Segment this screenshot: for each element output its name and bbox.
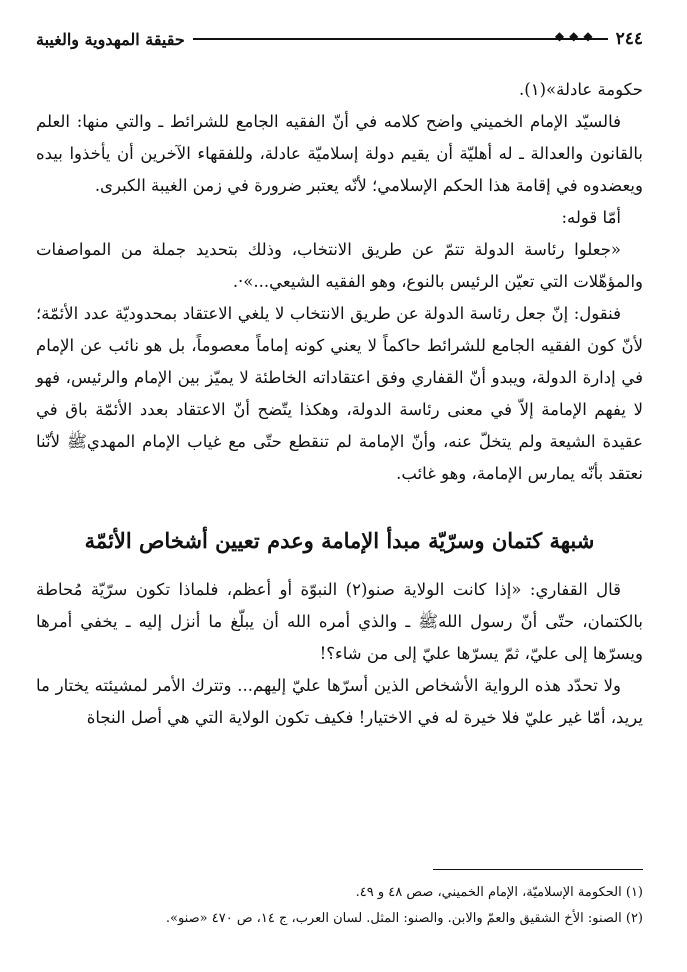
paragraph: قال القفاري: «إذا كانت الولاية صنو(٢) النبوّة أو أعظم، فلماذا تكون سرّيّة مُحاطة بالكتمان، حتّى أنّ رسول اللهﷺ ـ والذي أمره الله أن يبلّغ ما أنزل إليه ـ يخفي أمرها ويسرّها إلى عليّ، ثمّ يسرّها عليّ إلى من شاء؟! [36,580,643,663]
header-rule-line [193,38,608,40]
footnotes [36,880,643,932]
footnote: (٢) الصنو: الأخ الشقيق والعمّ والابن. والصنو: المثل. لسان العرب، ج ١٤، ص ٤٧٠ «صنو». [165,911,643,926]
diamond-ornament-icon: ◆◆◆ [554,29,598,43]
running-title: حقيقة المهدوية والغيبة [36,29,185,49]
header-rule [193,29,608,44]
footnote: (١) الحكومة الإسلاميّة، الإمام الخميني، صص ٤٨ و ٤٩. [355,885,643,900]
paragraph: ولا تحدّد هذه الرواية الأشخاص الذين أسرّها عليّ إليهم... وتترك الأمر لمشيئته يختار ما يريد، أمّا غير عليّ فلا خيرة له في الاختيار! فكيف تكون الولاية التي هي أصل النجاة [36,676,643,727]
page-body [36,74,643,734]
page-number: ٢٤٤ [615,29,643,49]
paragraph: فنقول: إنّ جعل رئاسة الدولة عن طريق الانتخاب لا يلغي الاعتقاد بمحدوديّة عدد الأئمّة؛ لأنّ كون الفقيه الجامع للشرائط حاكماً لا يعني كونه إماماً معصوماً، بل هو نائب عن الإمام في إدارة الدولة، ويبدو أنّ القفاري وفق اعتقاداته الخاطئة لا يميّز بين الإمام والرئيس، فهو لا يفهم الإمامة إلاّ في معنى رئاسة الدولة، وهكذا يتّضح أنّ الاعتقاد بعدد الأئمّة باق في عقيدة الشيعة ولم يتخلّ عنه، وأنّ الإمامة لم تنقطع حتّى مع غياب الإمام المهديﷺ لأنّنا نعتقد بأنّه يمارس الإمامة، وهو غائب. [36,304,643,483]
paragraph: حكومة عادلة»(١). [519,80,643,99]
footnote-rule [433,869,643,870]
paragraph: أمّا قوله: [561,208,621,227]
page-header [36,26,643,52]
paragraph: فالسيّد الإمام الخميني واضح كلامه في أنّ الفقيه الجامع للشرائط ـ والتي منها: العلم بالقانون والعدالة ـ له أهليّة أن يقيم دولة إسلاميّة عادلة، وللفقهاء الآخرين أن يأخذوا بيده ويعضدوه في إقامة هذا الحكم الإسلامي؛ لأنّه يعتبر ضرورة في زمن الغيبة الكبرى. [36,112,643,195]
section-heading: شبهة كتمان وسرّيّة مبدأ الإمامة وعدم تعيين أشخاص الأئمّة [84,528,595,553]
quote-paragraph: «جعلوا رئاسة الدولة تتمّ عن طريق الانتخاب، وذلك بتحديد جملة من المواصفات والمؤهّلات التي تعيّن الرئيس بالنوع، وهو الفقيه الشيعي...»·. [36,240,643,291]
